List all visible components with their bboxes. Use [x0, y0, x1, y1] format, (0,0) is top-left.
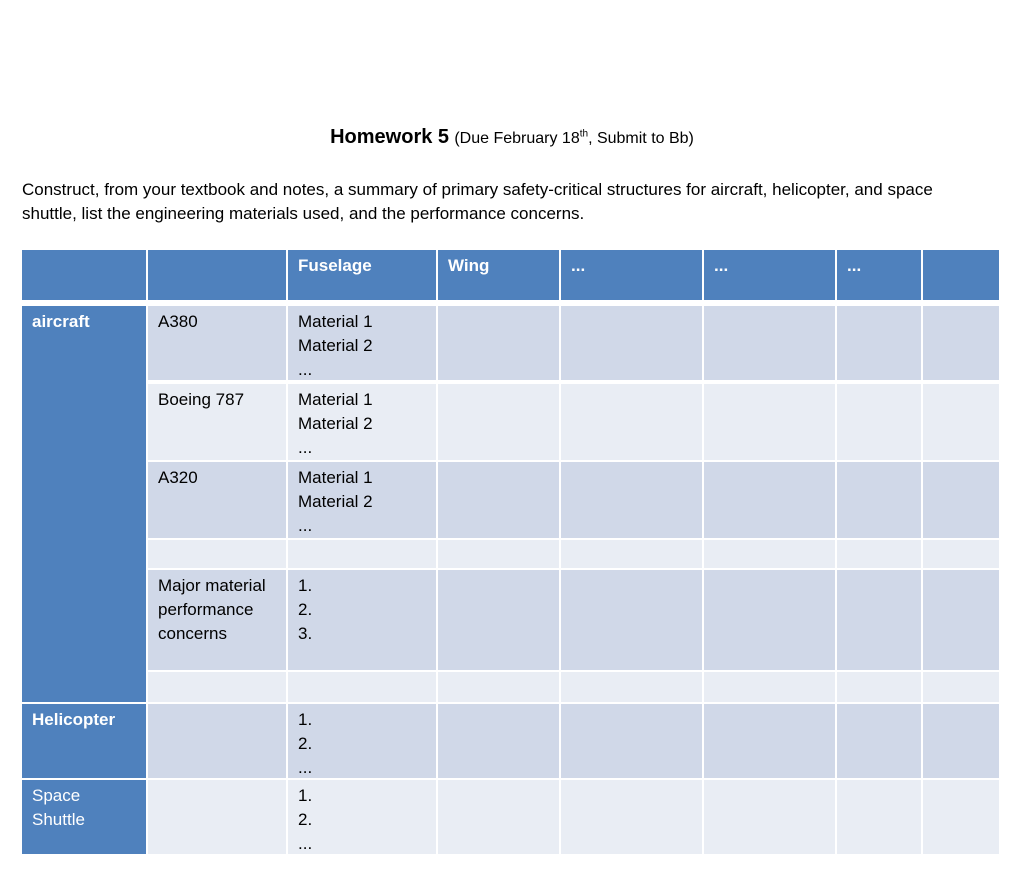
fuselage-cell[interactable]	[288, 384, 436, 460]
table-cell[interactable]	[704, 306, 835, 380]
fuselage-entry: 2.	[298, 734, 313, 753]
fuselage-cell[interactable]	[288, 540, 436, 568]
table-cell[interactable]	[923, 672, 999, 702]
row-label-cell: A380	[148, 306, 286, 380]
homework-title: Homework 5	[330, 126, 450, 148]
table-cell[interactable]	[837, 570, 921, 670]
fuselage-entry: 1.	[298, 786, 313, 805]
table-cell[interactable]	[561, 672, 702, 702]
header-cell: ...	[704, 250, 835, 300]
table-cell[interactable]	[704, 384, 835, 460]
table-cell[interactable]	[837, 306, 921, 380]
table-cell[interactable]	[837, 540, 921, 568]
fuselage-entry: ...	[298, 834, 313, 853]
table-cell[interactable]	[438, 540, 559, 568]
table-cell[interactable]	[837, 384, 921, 460]
table-cell[interactable]	[923, 306, 999, 380]
table-cell[interactable]	[438, 384, 559, 460]
fuselage-entry: 3.	[298, 624, 313, 643]
fuselage-entry: 2.	[298, 810, 313, 829]
header-cell	[148, 250, 286, 300]
category-space-shuttle: Space Shuttle	[22, 780, 146, 854]
fuselage-entry: Material 1	[298, 390, 373, 409]
instructions-paragraph: Construct, from your textbook and notes, a summary of primary safety-critical structures for aircraft, helicopter, and space shuttle, list the engineering materials used, and the performance concerns.	[22, 180, 933, 223]
table-cell[interactable]	[438, 780, 559, 854]
row-label-cell: Major material performance concerns	[148, 570, 286, 670]
table-cell[interactable]	[923, 384, 999, 460]
fuselage-cell[interactable]	[288, 704, 436, 778]
table-cell[interactable]	[837, 780, 921, 854]
table-cell[interactable]	[923, 704, 999, 778]
table-cell[interactable]	[923, 570, 999, 670]
table-cell[interactable]	[561, 780, 702, 854]
table-cell[interactable]	[561, 462, 702, 538]
fuselage-cell[interactable]	[288, 672, 436, 702]
table-cell[interactable]	[438, 306, 559, 380]
fuselage-cell[interactable]	[288, 570, 436, 670]
table-cell[interactable]	[561, 704, 702, 778]
header-cell: Wing	[438, 250, 559, 300]
table-cell[interactable]	[837, 462, 921, 538]
header-cell: ...	[837, 250, 921, 300]
table-cell[interactable]	[923, 780, 999, 854]
fuselage-entry: 2.	[298, 600, 313, 619]
row-label-cell: A320	[148, 462, 286, 538]
category-helicopter: Helicopter	[22, 704, 146, 778]
fuselage-entry: ...	[298, 516, 313, 535]
table-cell[interactable]	[438, 570, 559, 670]
fuselage-entry: ...	[298, 758, 313, 777]
row-label-cell	[148, 540, 286, 568]
table-cell[interactable]	[704, 540, 835, 568]
header-cell: ...	[561, 250, 702, 300]
fuselage-entry: 1.	[298, 576, 313, 595]
due-date-note: (Due February 18th, Submit to Bb)	[454, 128, 694, 147]
table-cell[interactable]	[704, 462, 835, 538]
fuselage-entry: ...	[298, 438, 313, 457]
table-cell[interactable]	[704, 672, 835, 702]
table-cell[interactable]	[561, 306, 702, 380]
table-cell[interactable]	[438, 704, 559, 778]
fuselage-entry: Material 2	[298, 414, 373, 433]
fuselage-entry: ...	[298, 360, 313, 379]
table-cell[interactable]	[704, 570, 835, 670]
table-cell[interactable]	[923, 540, 999, 568]
page-title	[0, 126, 1024, 149]
fuselage-cell[interactable]	[288, 780, 436, 854]
header-cell	[22, 250, 146, 300]
table-cell[interactable]	[438, 462, 559, 538]
row-label-cell	[148, 672, 286, 702]
fuselage-entry: Material 1	[298, 312, 373, 331]
row-label-cell: Boeing 787	[148, 384, 286, 460]
table-cell[interactable]	[837, 672, 921, 702]
header-cell: Fuselage	[288, 250, 436, 300]
fuselage-entry: Material 1	[298, 468, 373, 487]
header-cell	[923, 250, 999, 300]
table-cell[interactable]	[923, 462, 999, 538]
table-cell[interactable]	[837, 704, 921, 778]
table-cell[interactable]	[438, 672, 559, 702]
table-cell[interactable]	[561, 570, 702, 670]
fuselage-cell[interactable]	[288, 306, 436, 380]
fuselage-entry: Material 2	[298, 336, 373, 355]
fuselage-cell[interactable]	[288, 462, 436, 538]
table-cell[interactable]	[704, 704, 835, 778]
table-cell[interactable]	[704, 780, 835, 854]
row-label-cell	[148, 780, 286, 854]
table-cell[interactable]	[561, 540, 702, 568]
table-cell[interactable]	[561, 384, 702, 460]
fuselage-entry: Material 2	[298, 492, 373, 511]
category-aircraft: aircraft	[22, 306, 146, 702]
fuselage-entry: 1.	[298, 710, 313, 729]
row-label-cell	[148, 704, 286, 778]
summary-table	[22, 250, 999, 854]
